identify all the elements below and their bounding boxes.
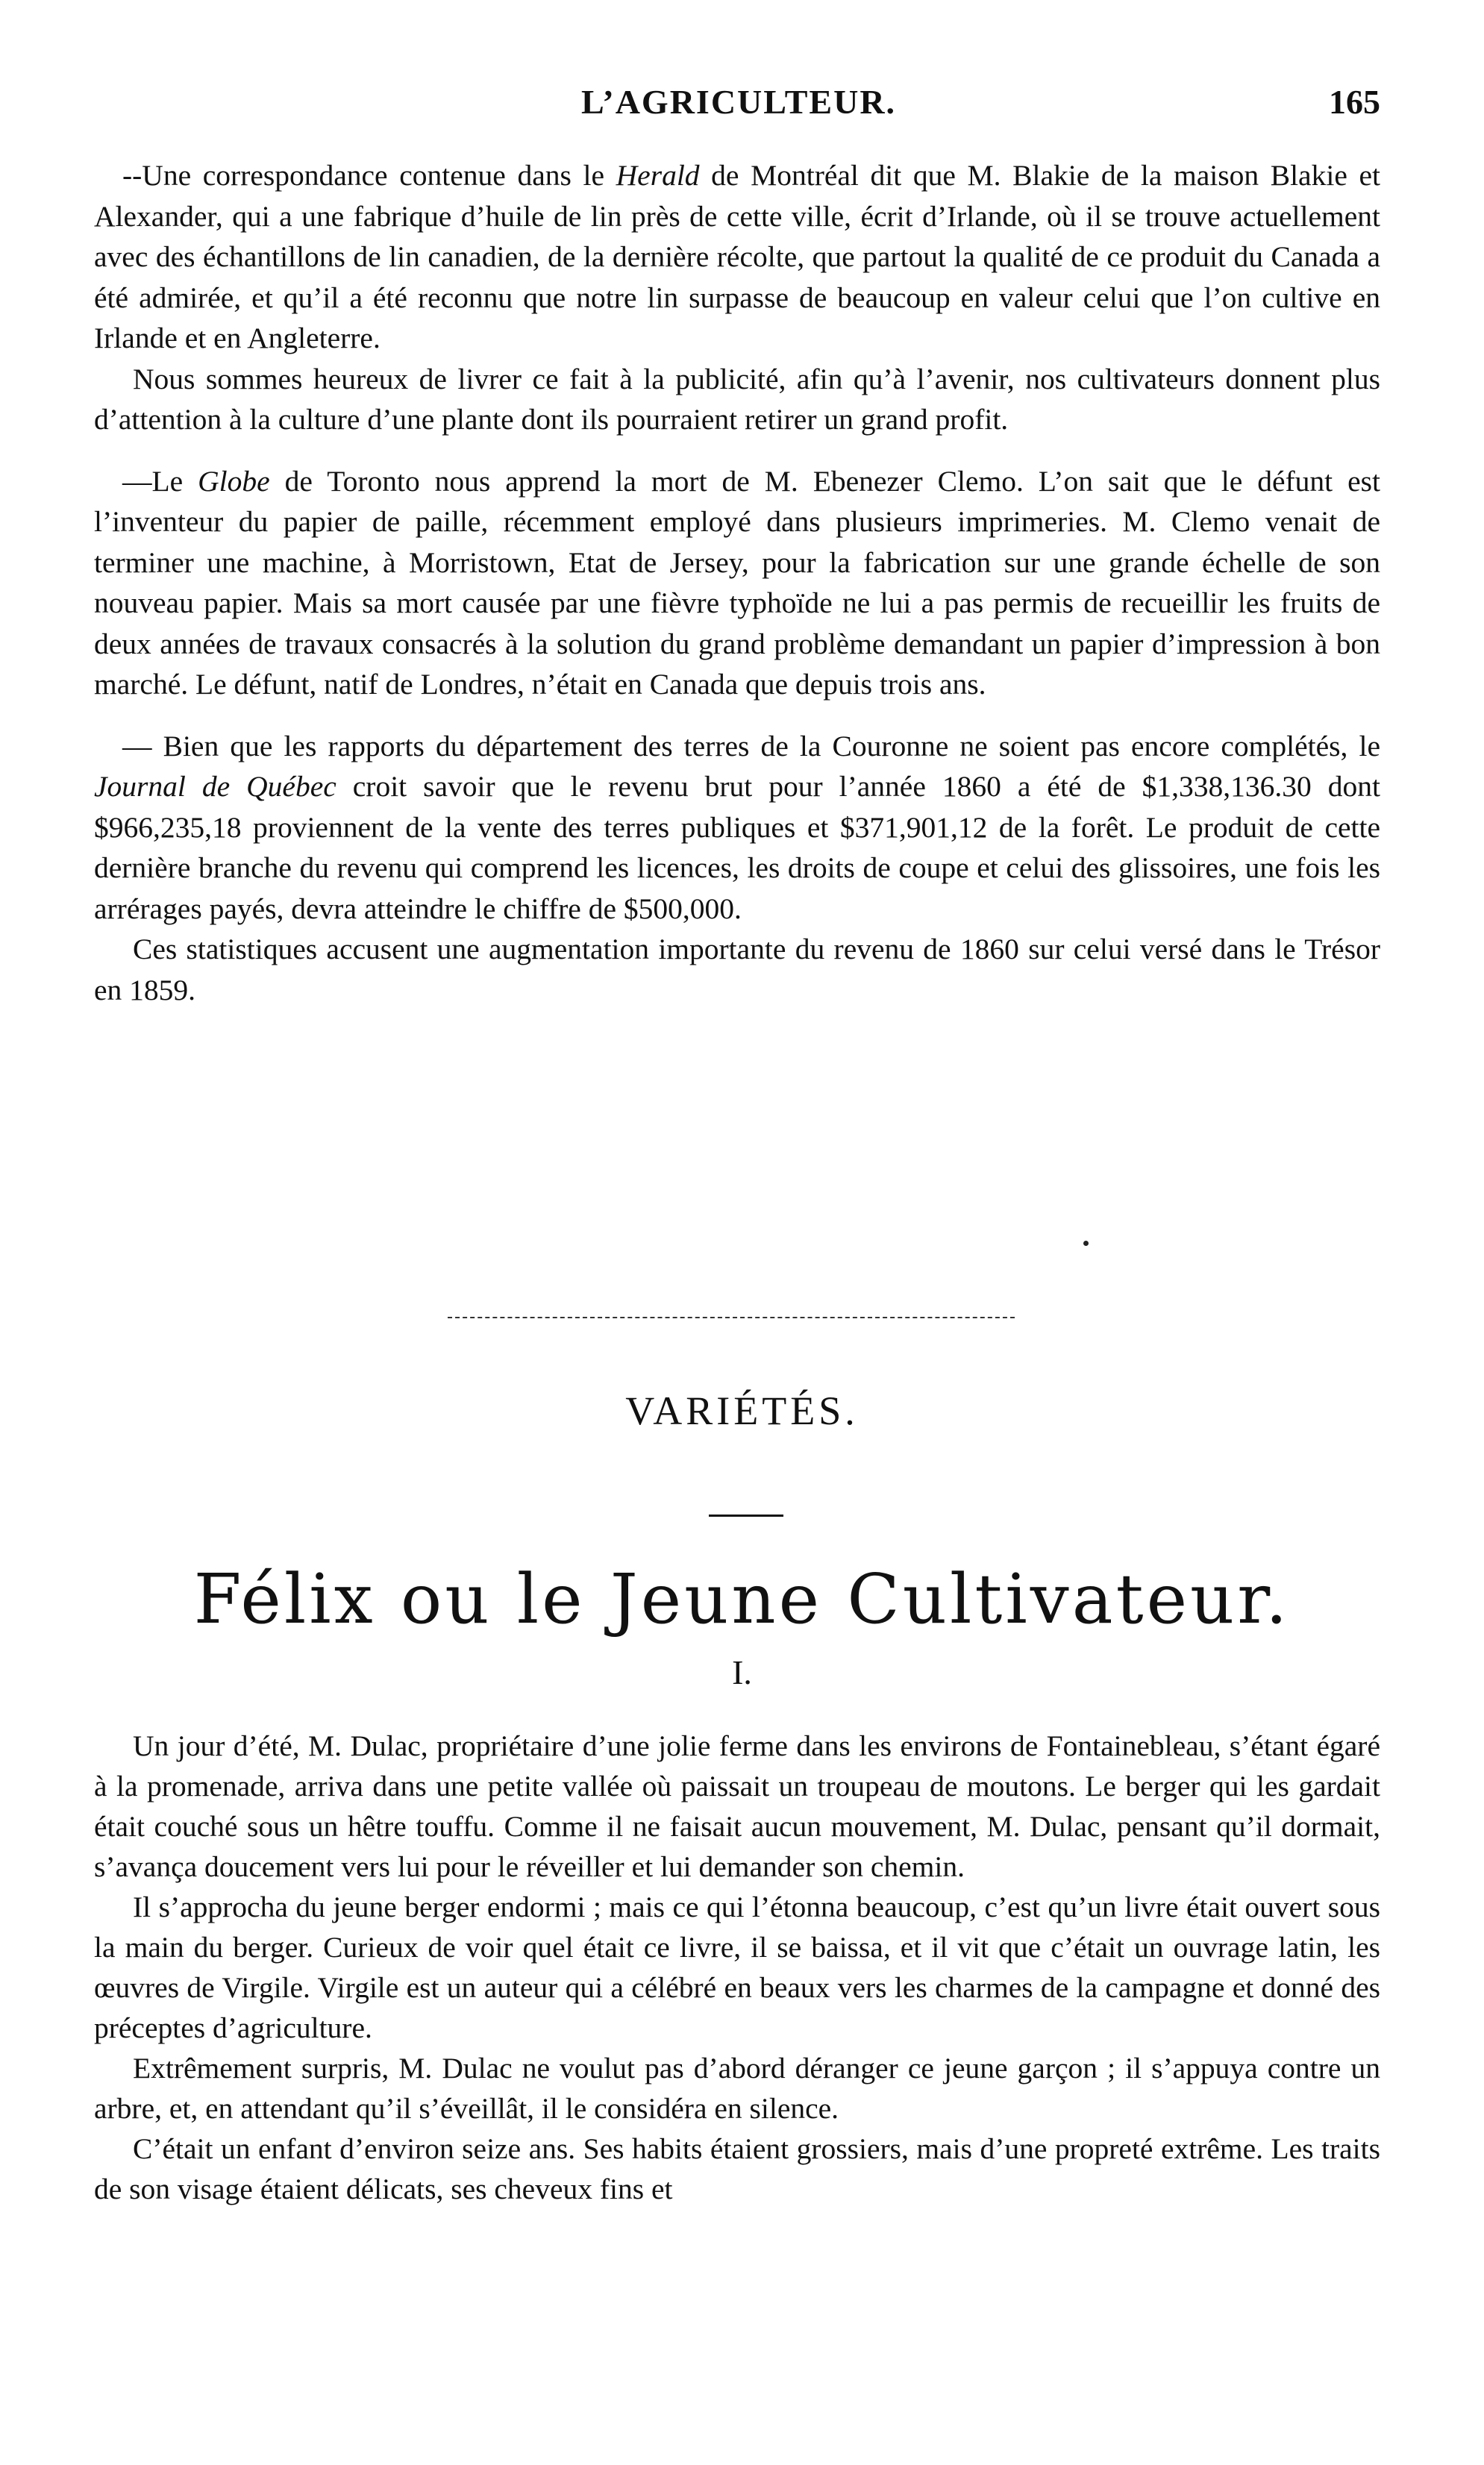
news-text: — Bien que les rapports du département des terres de la Couronne ne soient pas encore complétés, le xyxy=(122,729,1380,762)
page-number: 165 xyxy=(1329,83,1380,121)
paragraph-gap xyxy=(94,705,1380,726)
dashed-separator xyxy=(448,1317,1015,1318)
running-title: L’AGRICULTEUR. xyxy=(580,83,897,121)
newspaper-name: Journal de Québec xyxy=(94,770,336,803)
story-paragraph: C’était un enfant d’environ seize ans. Ses habits étaient grossiers, mais d’une propreté extrême. Les traits de son visage étaient délicats, ses cheveux fins et xyxy=(94,2132,1380,2205)
news-paragraph-globe xyxy=(94,461,1380,705)
news-paragraph-statistics: Ces statistiques accusent une augmentation importante du revenu de 1860 sur celui versé dans le Trésor en 1859. xyxy=(94,933,1380,1006)
paragraph-gap xyxy=(94,440,1380,461)
news-text: --Une correspondance contenue dans le xyxy=(122,159,616,192)
news-text: —Le xyxy=(122,464,198,498)
section-title: VARIÉTÉS. xyxy=(625,1388,859,1433)
story-paragraph: Extrêmement surpris, M. Dulac ne voulut pas d’abord déranger ce jeune garçon ; il s’appuya contre un arbre, et, en attendant qu’il s’éveillât, il le considéra en silence. xyxy=(94,2052,1380,2125)
story-paragraph: Il s’approcha du jeune berger endormi ; mais ce qui l’étonna beaucoup, c’est qu’un livre était ouvert sous la main du berger. Curieux de voir quel était ce livre, il se baissa, et il vit que c’était un ouvrage latin, les œuvres de Virgile. Virgile est un auteur qui a célébré en beaux vers les charmes de la campagne et donné des préceptes d’agriculture. xyxy=(94,1891,1380,2044)
news-paragraph-publicity: Nous sommes heureux de livrer ce fait à la publicité, afin qu’à l’avenir, nos cultivateurs donnent plus d’attention à la culture d’une plante dont ils pourraient retirer un grand profit. xyxy=(94,362,1380,436)
story-title: Félix ou le Jeune Cultivateur. xyxy=(193,1559,1291,1639)
newspaper-name: Herald xyxy=(616,159,700,192)
newspaper-name: Globe xyxy=(198,464,270,498)
chapter-number: I. xyxy=(732,1653,752,1691)
news-paragraph-revenue xyxy=(94,726,1380,930)
news-text: croit savoir que le revenu brut pour l’année 1860 a été de $1,338,136.30 dont $966,235,18 proviennent de la vente des terres publiques et $371,901,12 de la forêt. Le produit de cette dernière branche du revenu qui comprend les licences, les droits de coupe et celui des glissoires, une fois les arrérages payés, devra atteindre le chiffre de $500,000. xyxy=(94,770,1380,925)
ink-dot xyxy=(1083,1241,1089,1246)
news-paragraph-herald xyxy=(94,155,1380,359)
page-header xyxy=(97,82,1380,134)
news-column xyxy=(94,155,1380,1010)
news-text: de Toronto nous apprend la mort de M. Ebenezer Clemo. L’on sait que le défunt est l’inventeur du papier de paille, récemment employé dans plusieurs imprimeries. M. Clemo venait de terminer une machine, à Morristown, Etat de Jersey, pour la fabrication sur une grande échelle de son nouveau papier. Mais sa mort causée par une fièvre typhoïde ne lui a pas permis de recueillir les fruits de deux années de travaux consacrés à la solution du grand problème demandant un papier d’impression à bon marché. Le défunt, natif de Londres, n’était en Canada que depuis trois ans. xyxy=(94,464,1380,701)
story-column xyxy=(94,1726,1380,2209)
news-text: de Montréal dit que M. Blakie de la maison Blakie et Alexander, qui a une fabrique d’huile de lin près de cette ville, écrit d’Irlande, où il se trouve actuellement avec des échantillons de lin canadien, de la dernière récolte, que partout la qualité de ce produit du Canada a été admirée, et qu’il a été reconnu que notre lin surpasse de beaucoup en valeur celui que l’on cultive en Irlande et en Angleterre. xyxy=(94,159,1380,354)
story-paragraph: Un jour d’été, M. Dulac, propriétaire d’une jolie ferme dans les environs de Fontainebleau, s’étant égaré à la promenade, arriva dans une petite vallée où paissait un troupeau de moutons. Le berger qui les gardait était couché sous un hêtre touffu. Comme il ne faisait aucun mouvement, M. Dulac, pensant qu’il dormait, s’avança doucement vers lui pour le réveiller et lui demander son chemin. xyxy=(94,1729,1380,1883)
section-rule xyxy=(709,1515,783,1517)
